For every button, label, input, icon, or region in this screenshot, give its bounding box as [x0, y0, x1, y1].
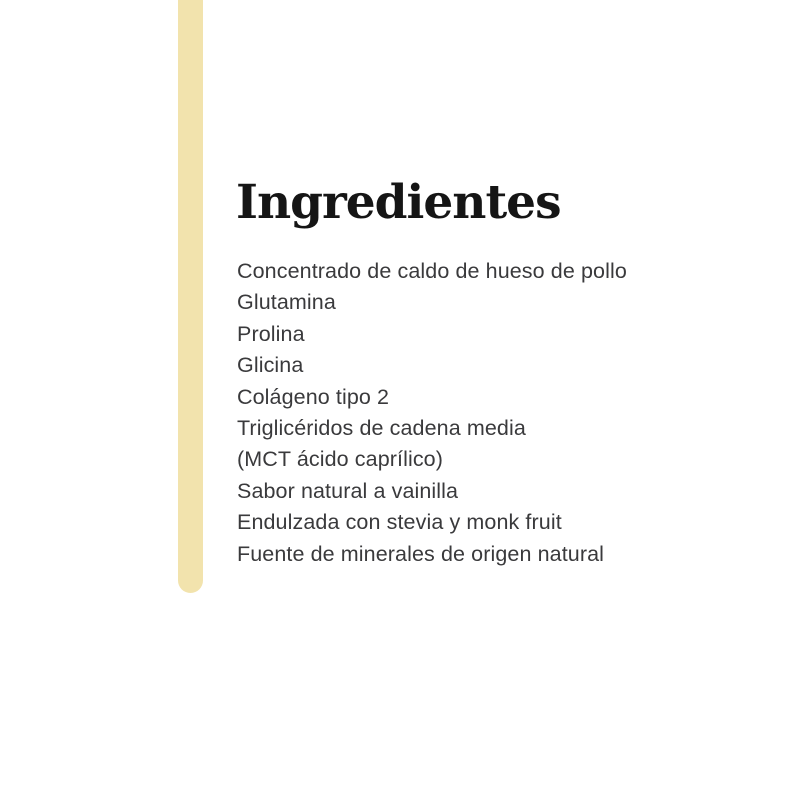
ingredient-item: Endulzada con stevia y monk fruit [237, 510, 562, 535]
ingredient-item: Triglicéridos de cadena media [237, 416, 526, 441]
ingredient-item: (MCT ácido caprílico) [237, 447, 444, 472]
ingredient-item: Sabor natural a vainilla [237, 478, 459, 503]
ingredient-item: Concentrado de caldo de hueso de pollo [237, 259, 627, 283]
ingredient-item: Colágeno tipo 2 [237, 384, 390, 409]
ingredient-item: Prolina [237, 321, 305, 346]
ingredient-item: Fuente de minerales de origen natural [237, 541, 605, 566]
ingredient-item: Glicina [237, 353, 304, 378]
page-title: Ingredientes [236, 175, 561, 230]
ingredient-item: Glutamina [237, 290, 336, 315]
accent-bar [178, 0, 203, 593]
ingredients-list [237, 256, 627, 570]
